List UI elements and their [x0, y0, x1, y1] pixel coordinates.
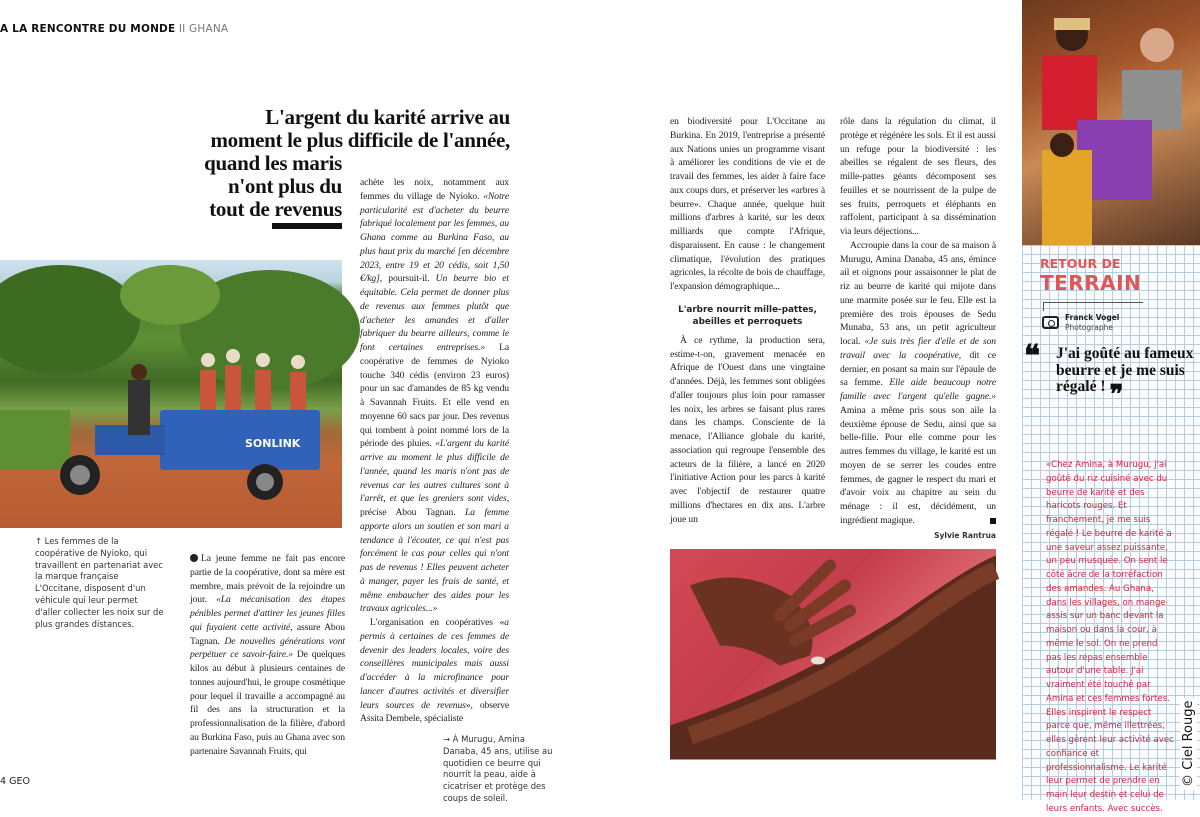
- vehicle-logo-text: SONLINK: [245, 437, 301, 450]
- divider: [1043, 302, 1143, 303]
- magazine-name: GEO: [9, 776, 30, 787]
- article-column: [190, 552, 345, 758]
- quote-text: Un beurre bio et équitable.: [360, 273, 509, 298]
- quote-text: De nouvelles générations vont perpétuer ce savoir-faire.»: [190, 635, 345, 661]
- photo-illustration: [1022, 0, 1200, 245]
- body-text: achète les noix, notamment aux femmes du village de Nyioko.: [360, 177, 509, 202]
- article-column: [840, 115, 996, 528]
- article-subheading: L'arbre nourrit mille-pattes, abeilles et perroquets: [678, 304, 817, 327]
- photo-credit: © Ciel Rouge: [1180, 698, 1197, 790]
- headline-line: tout de revenus: [209, 197, 342, 221]
- photo-illustration: [0, 260, 342, 528]
- photo-photographer-with-family: [1022, 0, 1200, 245]
- article-paragraph: [190, 552, 345, 758]
- page-folio: [0, 776, 30, 787]
- article-paragraph: [840, 115, 996, 239]
- photo-caption: ↑ Les femmes de la coopérative de Nyioko, qui travaillent en partenariat avec la marque française L'Occitane, disposent d'un véhicule qui leur permet d'aller collecter les noix sur de plus grandes distances.: [35, 536, 164, 629]
- headline-line: L'argent du karité arrive au: [265, 105, 510, 129]
- article-column: [670, 115, 825, 526]
- sidebar-kicker: [1040, 258, 1141, 293]
- headline-line: n'ont plus du: [227, 174, 342, 198]
- headline-line: moment le plus difficile de l'année,: [210, 128, 510, 152]
- quote-text: Cela permet de donner plus de revenus aux femmes plutôt que d'acheter les amandes et d'aller fabriquer du beurre ailleurs, comme le font certaines entreprises.»: [360, 287, 509, 353]
- body-text: rôle dans la régulation du climat, il protège et régénère les sols. Et il est aussi un refuge pour la biodiversité : les abeilles se régalent de ses fleurs, des mille-pattes géants décomposent ses feuilles et se nourrissent de la pulpe de ses fruits, perroquets et éléphants en raffolent, participant à sa dissémination via leurs déjections...: [840, 116, 996, 237]
- body-text: Amina a même pris sous son aile la deuxième épouse de Sedu, ainsi que sa belle-fille. Pour elle comme pour les autres femmes du village, le karité est un moyen de se serrer les coudes entre femmes, de gagner le respect du mari et d'avoir voix au chapitre au sein du ménage : il est, décidément, un ingrédient magique.: [840, 404, 996, 526]
- body-text: en biodiversité pour L'Occitane au Burkina. En 2019, l'entreprise a présenté aux Nations unies un programme visant à améliorer les conditions de vie et de travail des femmes, les aider à faire face aux coups durs, et préserver les «arbres à beurre». Chaque année, quelque huit millions d'arbres à karité, sur les deux milliards que compte l'Afrique, disparaissent. En cause : le changement climatique, l'évolution des pratiques agricoles, la récolte de bois de chauffage, l'expansion démographique...: [670, 116, 825, 292]
- paragraph-bullet-icon: [190, 554, 198, 562]
- photo-illustration: [670, 549, 996, 736]
- headline-line: quand les maris: [204, 151, 342, 175]
- photographer-name: Franck Vogel: [1065, 313, 1120, 322]
- rubric-sub: II GHANA: [178, 23, 229, 35]
- body-text: dit ce dernier, en posant sa main sur l'épaule de sa femme.: [840, 349, 996, 389]
- quote-text: «Je suis très fier d'elle et de son travail avec la coopérative,: [840, 336, 996, 361]
- photographer-credit: [1065, 313, 1119, 333]
- body-text: précise Abou Tagnan.: [360, 507, 466, 518]
- open-quote-icon: ❝: [1024, 339, 1041, 374]
- close-quote-icon: ❞: [1109, 380, 1124, 410]
- kicker-line: TERRAIN: [1040, 270, 1142, 295]
- section-rubric: [0, 23, 228, 35]
- quote-text: a permis à certaines de ces femmes de devenir des leaders locales, voire des conseillères municipales mais aussi d'accéder à la microfinance pour lancer d'autres activités et diversifier leurs sources de revenus: [360, 617, 509, 711]
- body-text: , assure Abou Tagnan.: [190, 621, 345, 647]
- pull-quote-block: [1056, 346, 1196, 408]
- sidebar-body: «Chez Amina, à Murugu, j'ai goûté du riz cuisiné avec du beurre de karité et des haricots rouges. Et franchement, je me suis régalé ! Le beurre de karité a une saveur assez puissante, un peu musquée. On sent le côté âcre de la torréfaction des amandes. Au Ghana, dans les villages, on mange assis sur un banc devant la maison ou dans la cour, à même le sol. On ne prend pas les repas ensemble autour d'une table. J'ai vraiment été touché par Amina et ces femmes fortes. Elles inspirent le respect parce que, même illettrées, elles gèrent leur activité avec confiance et professionnalisme. Le karité leur permet de prendre en main leur destin et celui de leurs enfants. Avec succès.: [1046, 460, 1174, 814]
- article-column: [360, 176, 509, 726]
- quote-text: «La mécanisation des étapes pénibles permet d'attirer les jeunes filles qui fuyaient cette activité: [190, 594, 345, 633]
- body-text: Accroupie dans la cour de sa maison à Murugu, Amina Danaba, 45 ans, émince ail et oignons pour assaisonner le plat de riz au beurre de karité qui mijote dans une marmite posée sur le feu. Elle est la première des trois épouses de Sedu Munaba, 53 ans, un petit agriculteur local.: [840, 239, 996, 347]
- kicker-line: RETOUR DE: [1040, 256, 1121, 271]
- photo-caption: → À Murugu, Amina Danaba, 45 ans, utilise au quotidien ce beurre qui nourrit la peau, aide à cicatriser et protège des coups de soleil.: [443, 734, 553, 803]
- body-text: », observe Assita Dembele, spécialiste: [360, 699, 509, 725]
- photo-arm-shea-butter: [670, 549, 996, 736]
- rubric-main: A LA RENCONTRE DU MONDE: [0, 23, 176, 35]
- body-text: L'organisation en coopératives «: [370, 617, 505, 628]
- article-paragraph: [360, 176, 509, 616]
- author-byline: Sylvie Rantrua: [934, 531, 996, 540]
- body-text: De quelques kilos au début à plusieurs centaines de tonnes aujourd'hui, le groupe cosmétique pour lequel il travaille a accompagné au fil des ans la structuration et la professionnalisation de la filière, d'abord au Burkina Faso, puis au Ghana avec son partenaire Savannah Fruits, qui: [190, 649, 345, 757]
- headline-rule: [272, 223, 342, 229]
- pull-quote: J'ai goûté au fameux beurre et je me suis régalé !: [1056, 345, 1194, 395]
- arrow-down-icon: [1043, 302, 1044, 311]
- page-number: 4: [0, 776, 7, 787]
- quote-text: Elle aide beaucoup notre famille avec l'argent qu'elle gagne.»: [840, 377, 996, 402]
- article-paragraph: [670, 334, 825, 527]
- article-paragraph: [360, 616, 509, 726]
- body-text: La jeune femme ne fait pas encore partie de la coopérative, dont sa mère est membre, mais prévoit de la rejoindre un jour.: [190, 553, 345, 606]
- body-text: À ce rythme, la production sera, estime-t-on, gravement menacée en Afrique de l'Ouest dans une vingtaine d'années. Déjà, les femmes sont obligées d'aller toujours plus loin pour ramasser les noix, les arbres se faisant plus rares dans les champs. Consciente de la menace, l'Alliance globale du karité, association qui regroupe l'ensemble des acteurs de la filière, a lancé en 2020 l'initiative Action pour les parcs à karité avec l'objectif de restaurer quatre millions d'hectares en dix ans. L'arbre joue un: [670, 334, 825, 525]
- article-paragraph: [840, 239, 996, 528]
- article-paragraph: [670, 115, 825, 294]
- body-text: La coopérative de femmes de Nyioko touche 340 cédis (environ 23 euros) pour un sac d'amandes de 85 kg vendu à Savannah Fruits. Et elle vend en moyenne 60 sacs par jour. Des revenus qui tombent à point nommé lors de la période des pluies.: [360, 342, 510, 450]
- quote-text: «Notre particularité est d'acheter du beurre fabriqué localement par les femmes, au Ghana comme au Burkina Faso, au plus haut prix du marché [en décembre 2023, entre 19 et 20 cédis, soit 1,50 €/kg],: [360, 190, 509, 285]
- photographer-role: Photographe: [1065, 323, 1113, 332]
- quote-text: La femme apporte alors un soutien et son mari a tendance à l'écouter, ce qui n'est pas forcément le cas pour celles qui n'ont pas de revenus ! Elles peuvent acheter à manger, payer les frais de santé, et même embaucher des aides pour les travaux agricoles...»: [360, 507, 509, 615]
- camera-icon: [1042, 316, 1059, 329]
- end-of-article-icon: [990, 518, 996, 524]
- photo-women-tricycle: [0, 260, 342, 528]
- body-text: poursuit-il.: [382, 273, 436, 285]
- quote-text: «L'argent du karité arrive au moment le plus difficile de l'année, quand les maris n'ont pas de revenus car les autres cultures sont à l'arrêt, et que les greniers sont vides,: [360, 438, 509, 505]
